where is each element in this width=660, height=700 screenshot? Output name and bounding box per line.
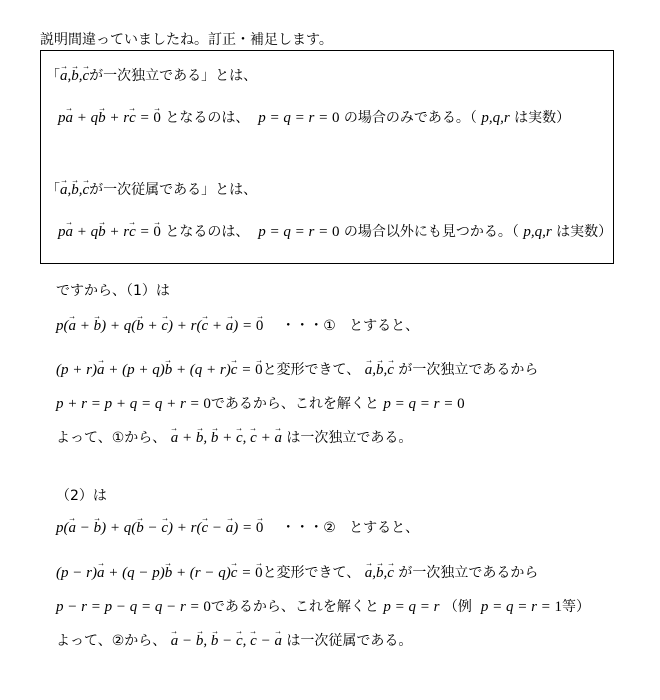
independence-condition: p→ a + q→ b + r→ c = → 0 となるのは、 p = q = r = 0 の場合のみである。（ p,q,r は実数） (58, 108, 570, 128)
independence-definition: 「→ a,→ b,→ cが一次独立である」とは、 (46, 66, 257, 86)
part2-transform: (p − r)→ a + (q − p)→ b + (r − q)→ c = → 0と変形できて、 → a,→ b,→ c が一次独立であるから (56, 563, 538, 583)
part1-conclusion: よって、①から、 → a + → b, → b + → c, → c + → a は一次独立である。 (56, 428, 412, 448)
part2-intro: （2）は (56, 488, 107, 504)
part1-transform: (p + r)→ a + (p + q)→ b + (q + r)→ c = → 0と変形できて、 → a,→ b,→ c が一次独立であるから (56, 360, 538, 380)
part1-equation: p(→ a + → b) + q(→ b + → c) + r(→ c + → a) = → 0 ・・・① とすると、 (56, 316, 419, 336)
part2-equation: p(→ a − → b) + q(→ b − → c) + r(→ c − → a) = → 0 ・・・② とすると、 (56, 518, 419, 538)
part2-conclusion: よって、②から、 → a − → b, → b − → c, → c − → a は一次従属である。 (56, 631, 412, 651)
part1-intro: ですから、（1）は (56, 283, 170, 299)
dependence-definition: 「→ a,→ b,→ cが一次従属である」とは、 (46, 180, 257, 200)
part1-solve: p + r = p + q = q + r = 0であるから、これを解くと p = q = r = 0 (56, 396, 465, 412)
part2-solve: p − r = p − q = q − r = 0であるから、これを解くと p = q = r （例 p = q = r = 1等） (56, 599, 591, 615)
intro-text: 説明間違っていましたね。訂正・補足します。 (40, 32, 333, 48)
dependence-condition: p→ a + q→ b + r→ c = → 0 となるのは、 p = q = r = 0 の場合以外にも見つかる。（ p,q,r は実数） (58, 222, 612, 242)
